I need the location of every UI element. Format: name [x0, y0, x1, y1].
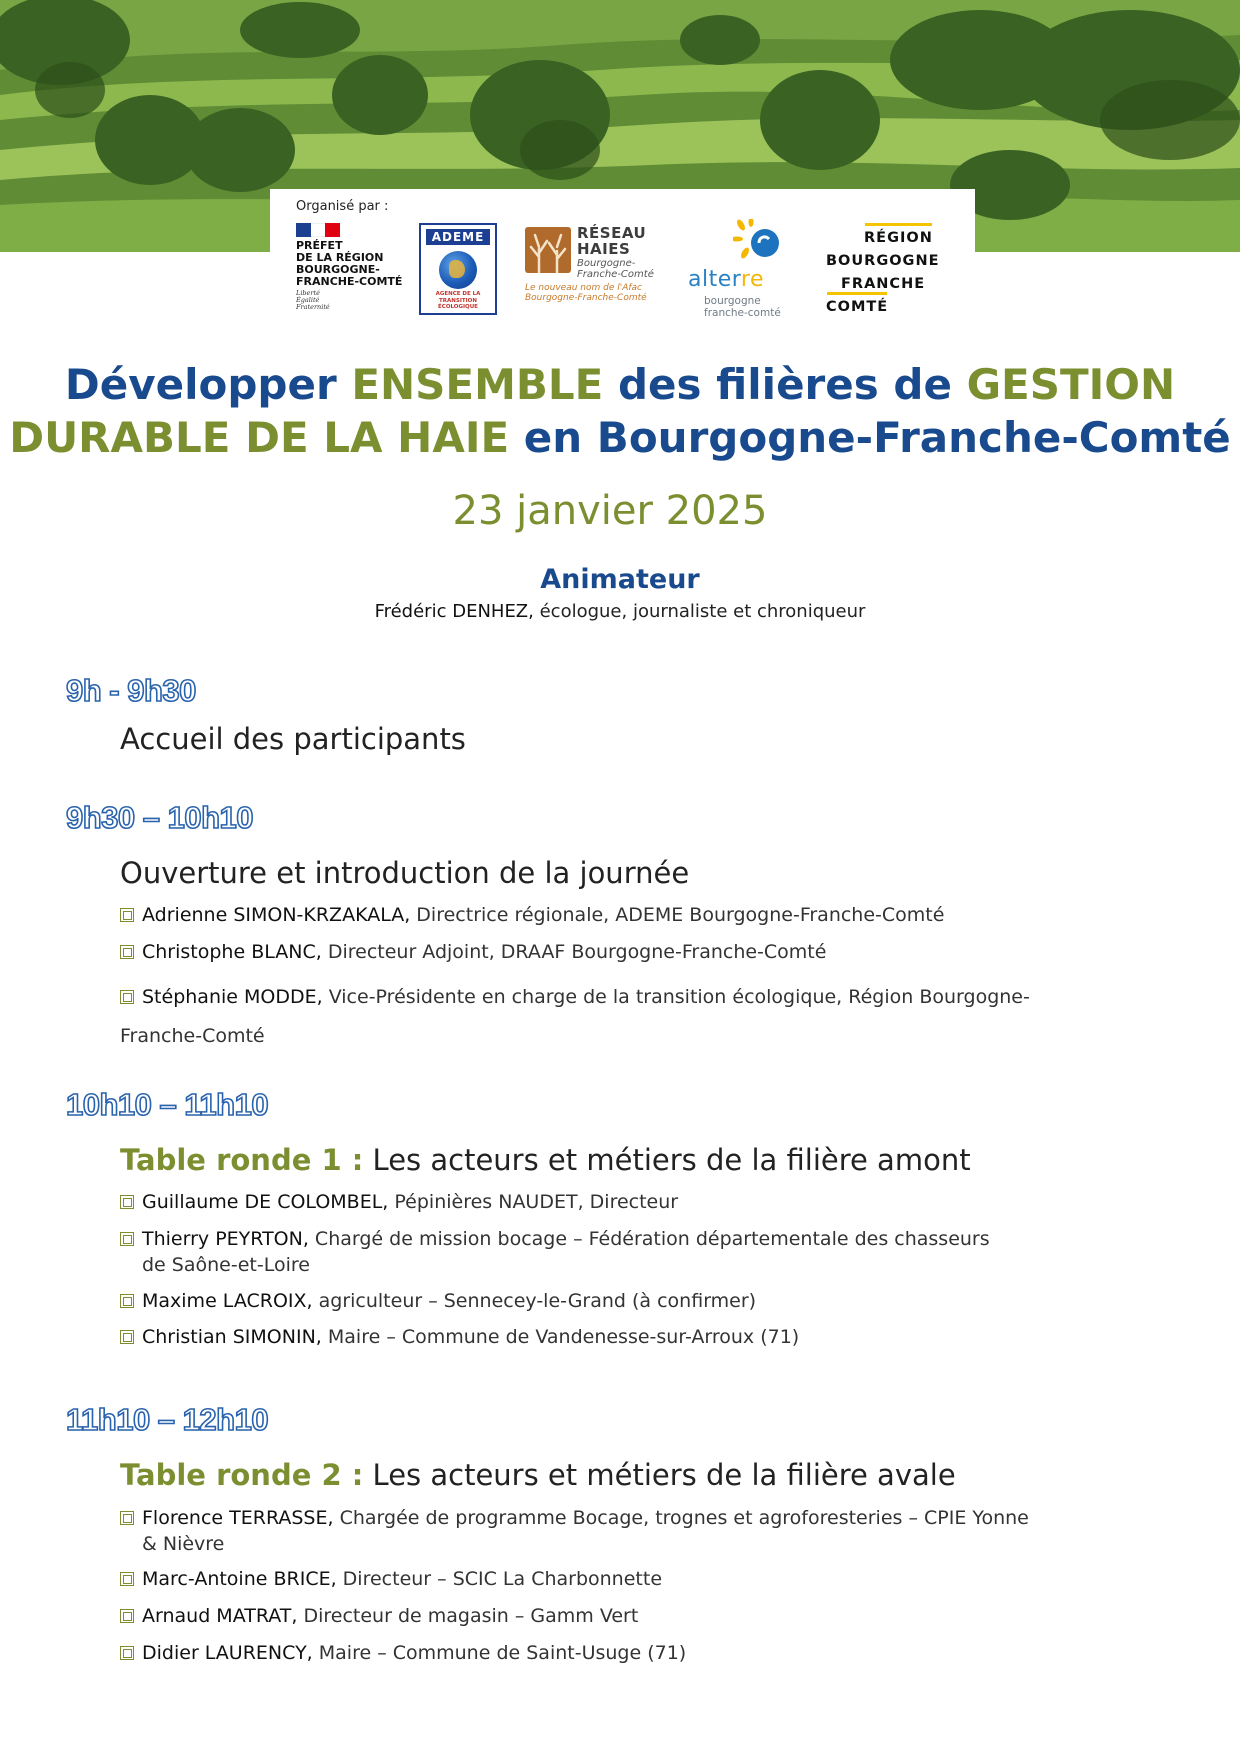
speaker-item: Christian SIMONIN, Maire – Commune de Vandenesse-sur-Arroux (71): [120, 1324, 1080, 1350]
ademe-logo: ADEME AGENCE DE LA TRANSITION ÉCOLOGIQUE: [419, 223, 497, 315]
alterre-logo: alterre bourgogne franche-comté: [688, 219, 793, 311]
french-flag-icon: [296, 223, 340, 237]
speaker-item: Maxime LACROIX, agriculteur – Sennecey-le-Grand (à confirmer): [120, 1288, 1080, 1314]
speaker-item: Adrienne SIMON-KRZAKALA, Directrice régionale, ADEME Bourgogne-Franche-Comté: [120, 902, 1080, 928]
square-bullet-icon: [120, 1646, 134, 1660]
alterre-sun-icon: [733, 219, 783, 267]
square-bullet-icon: [120, 1511, 134, 1525]
globe-icon: [439, 251, 477, 289]
partner-logos-panel: Organisé par : PRÉFET DE LA RÉGION BOURGOGNE- FRANCHE-COMTÉ Liberté Égalité Fraternité ADEME AGENCE DE LA TRANSITION ÉCOLOGIQUE RÉSEAU HAIES Bourgogne- Franche-Comté Le nouveau nom de l'Afac Bourgogne-Franche-Comté alterre bourgogne franche-comté RÉGION BOURGOGNE FRANCHE COMTÉ: [270, 189, 975, 324]
speaker-item: Christophe BLANC, Directeur Adjoint, DRAAF Bourgogne-Franche-Comté: [120, 939, 1080, 965]
session-title-3: Table ronde 1 : Les acteurs et métiers de la filière amont: [120, 1143, 971, 1177]
region-bfc-logo: RÉGION BOURGOGNE FRANCHE COMTÉ: [826, 227, 956, 319]
speaker-item: Thierry PEYRTON, Chargé de mission bocage – Fédération départementale des chasseurs de Saône-et-Loire: [120, 1226, 1080, 1278]
square-bullet-icon: [120, 990, 134, 1004]
square-bullet-icon: [120, 1609, 134, 1623]
tree-branches-icon: [525, 227, 571, 273]
speaker-item: Stéphanie MODDE, Vice-Présidente en charge de la transition écologique, Région Bourgogne- Franche-Comté: [120, 986, 1030, 1047]
speaker-item: Arnaud MATRAT, Directeur de magasin – Gamm Vert: [120, 1603, 1080, 1629]
event-date: 23 janvier 2025: [452, 488, 768, 534]
speaker-item: Guillaume DE COLOMBEL, Pépinières NAUDET, Directeur: [120, 1189, 1080, 1215]
animateur-heading: Animateur: [540, 564, 700, 595]
animateur-line: Frédéric DENHEZ, écologue, journaliste et chroniqueur: [374, 601, 866, 622]
time-slot-3: 10h10 – 11h10: [66, 1087, 269, 1122]
square-bullet-icon: [120, 1294, 134, 1308]
square-bullet-icon: [120, 1232, 134, 1246]
square-bullet-icon: [120, 1572, 134, 1586]
square-bullet-icon: [120, 908, 134, 922]
session-title-2: Ouverture et introduction de la journée: [120, 856, 690, 890]
time-slot-2: 9h30 – 10h10: [66, 800, 254, 835]
page-title: Développer ENSEMBLE des filières de GESTION DURABLE DE LA HAIE en Bourgogne-Franche-Comté: [9, 360, 1231, 462]
speaker-item: Florence TERRASSE, Chargée de programme Bocage, trognes et agroforesteries – CPIE Yonne & Nièvre: [120, 1505, 1080, 1557]
session-title-1: Accueil des participants: [120, 722, 466, 756]
session-title-4: Table ronde 2 : Les acteurs et métiers de la filière avale: [120, 1458, 956, 1492]
time-slot-1: 9h - 9h30: [66, 673, 196, 708]
organized-by-label: Organisé par :: [296, 199, 389, 214]
speaker-item: Marc-Antoine BRICE, Directeur – SCIC La Charbonnette: [120, 1566, 1080, 1592]
square-bullet-icon: [120, 945, 134, 959]
time-slot-4: 11h10 – 12h10: [66, 1402, 269, 1437]
prefet-region-logo: PRÉFET DE LA RÉGION BOURGOGNE- FRANCHE-COMTÉ Liberté Égalité Fraternité: [296, 223, 412, 311]
square-bullet-icon: [120, 1330, 134, 1344]
square-bullet-icon: [120, 1195, 134, 1209]
speaker-item: Didier LAURENCY, Maire – Commune de Saint-Usuge (71): [120, 1640, 1080, 1666]
